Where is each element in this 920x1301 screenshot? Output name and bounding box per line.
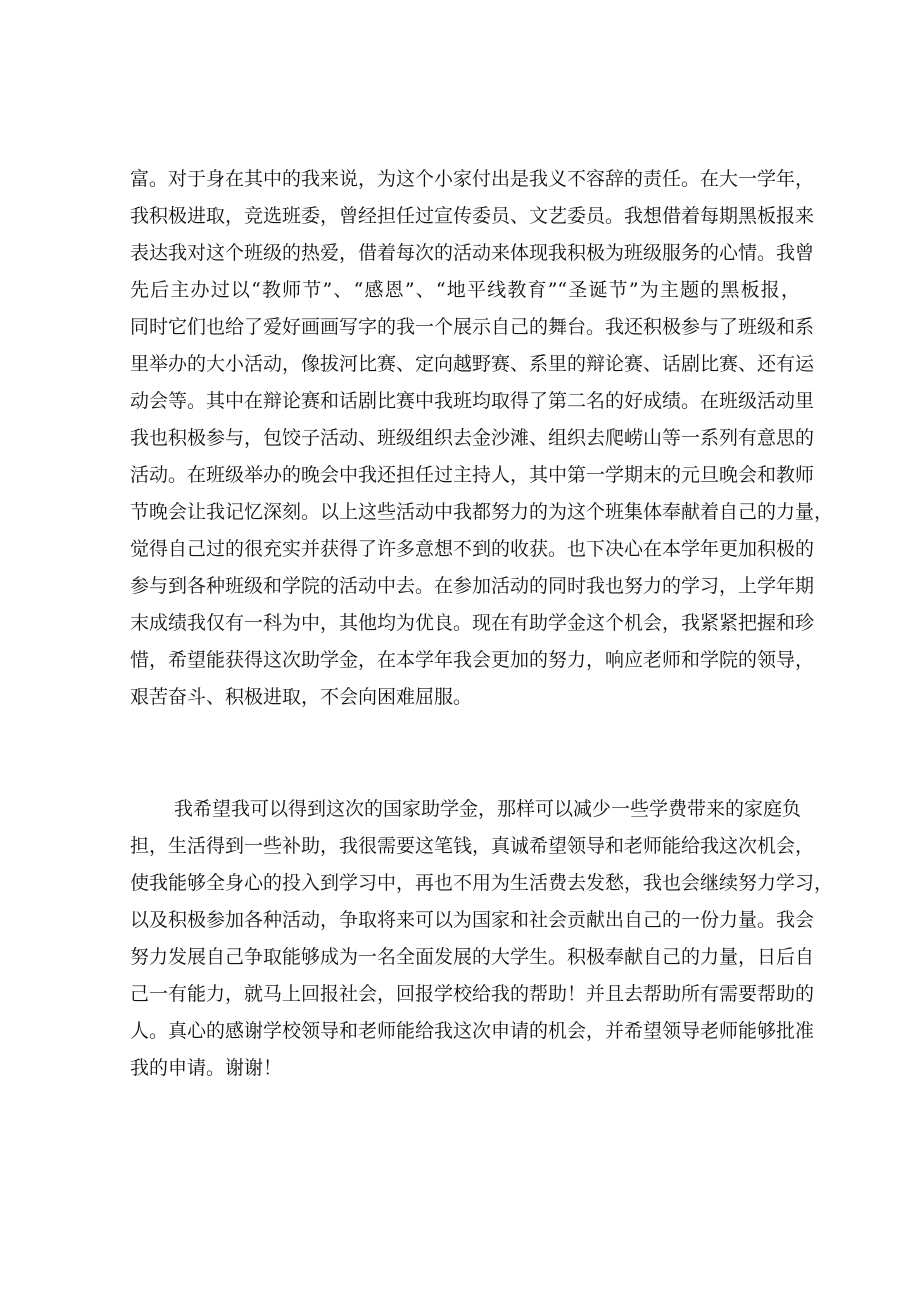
text-line: 使我能够全身心的投入到学习中，再也不用为生活费去发愁，我也会继续努力学习，: [130, 872, 834, 894]
text-line: 活动。在班级举办的晚会中我还担任过主持人，其中第一学期末的元旦晚会和教师: [130, 464, 815, 486]
text-line: 富。对于身在其中的我来说，为这个小家付出是我义不容辞的责任。在大一学年，: [130, 168, 815, 190]
paragraph-1: [130, 161, 834, 716]
text-line: 动会等。其中在辩论赛和话剧比赛中我班均取得了第二名的好成绩。在班级活动里: [130, 390, 815, 412]
text-line: 参与到各种班级和学院的活动中去。在参加活动的同时我也努力的学习，上学年期: [130, 575, 815, 597]
text-line: 我也积极参与，包饺子活动、班级组织去金沙滩、组织去爬崂山等一系列有意思的: [130, 427, 815, 449]
text-line: 人。真心的感谢学校领导和老师能给我这次申请的机会，并希望领导老师能够批准: [130, 1020, 815, 1042]
text-line: 我积极进取，竞选班委，曾经担任过宣传委员、文艺委员。我想借着每期黑板报来: [130, 205, 815, 227]
text-line: 我的申请。谢谢！: [130, 1057, 283, 1079]
text-line: 先后主办过以“教师节”、“感恩”、“地平线教育”“圣诞节”为主题的黑板报，: [130, 279, 800, 301]
text-line: 我希望我可以得到这次的国家助学金，那样可以减少一些学费带来的家庭负: [174, 798, 802, 820]
text-line: 表达我对这个班级的热爱，借着每次的活动来体现我积极为班级服务的心情。我曾: [130, 242, 815, 264]
text-line: 末成绩我仅有一科为中，其他均为优良。现在有助学金这个机会，我紧紧把握和珍: [130, 612, 815, 634]
text-line: 担，生活得到一些补助，我很需要这笔钱，真诚希望领导和老师能给我这次机会，: [130, 835, 815, 857]
paragraph-2: [130, 791, 834, 1087]
text-line: 艰苦奋斗、积极进取，不会向困难屈服。: [130, 686, 473, 708]
text-line: 节晚会让我记忆深刻。以上这些活动中我都努力的为这个班集体奉献着自己的力量，: [130, 501, 834, 523]
text-line: 里举办的大小活动，像拔河比赛、定向越野赛、系里的辩论赛、话剧比赛、还有运: [130, 353, 815, 375]
text-line: 觉得自己过的很充实并获得了许多意想不到的收获。也下决心在本学年更加积极的: [130, 538, 815, 560]
text-line: 同时它们也给了爱好画画写字的我一个展示自己的舞台。我还积极参与了班级和系: [130, 316, 815, 338]
text-line: 以及积极参加各种活动，争取将来可以为国家和社会贡献出自己的一份力量。我会: [130, 909, 815, 931]
text-line: 努力发展自己争取能够成为一名全面发展的大学生。积极奉献自己的力量，日后自: [130, 946, 815, 968]
text-line: 惜，希望能获得这次助学金，在本学年我会更加的努力，响应老师和学院的领导，: [130, 649, 815, 671]
text-line: 己一有能力，就马上回报社会，回报学校给我的帮助！并且去帮助所有需要帮助的: [130, 983, 815, 1005]
